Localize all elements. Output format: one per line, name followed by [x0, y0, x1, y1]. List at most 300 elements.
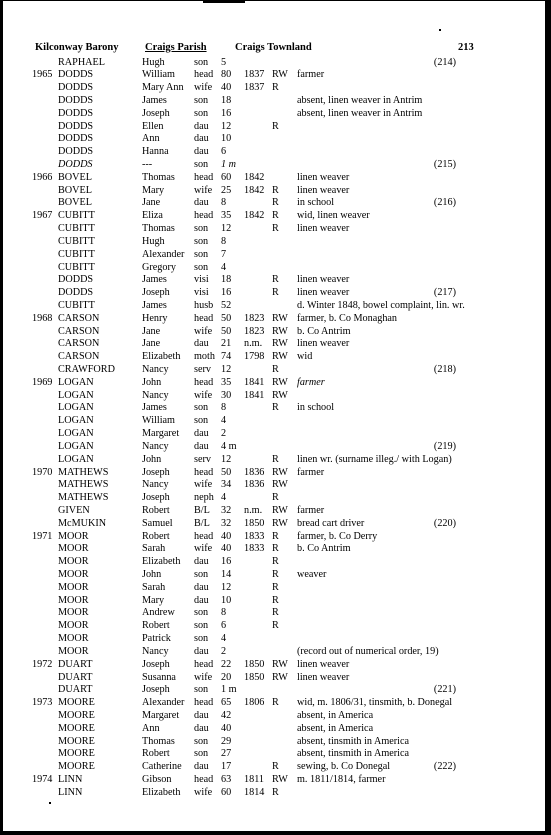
religion-literacy: R — [272, 402, 279, 414]
record-row — [3, 595, 545, 608]
surname: MATHEWS — [58, 479, 109, 491]
first-name: Robert — [142, 530, 170, 542]
marriage-year: 1823 — [244, 312, 265, 324]
surname: BOVEL — [58, 184, 92, 196]
first-name: Margaret — [142, 709, 180, 721]
record-row — [3, 108, 545, 121]
reference-number: (214) — [433, 56, 456, 68]
age: 30 — [221, 389, 232, 401]
age: 40 — [221, 722, 232, 734]
surname: MOOR — [58, 607, 89, 619]
religion-literacy: R — [272, 607, 279, 619]
religion-literacy: R — [272, 453, 279, 465]
first-name: James — [142, 402, 167, 414]
occupation-note: b. Co Antrim — [297, 543, 351, 555]
relationship: head — [194, 312, 214, 324]
age: 8 — [221, 402, 227, 414]
record-row — [3, 223, 545, 236]
reference-number: (215) — [433, 159, 456, 170]
age: 34 — [221, 479, 232, 491]
first-name: Thomas — [142, 171, 175, 183]
religion-literacy: R — [272, 620, 279, 632]
record-row — [3, 774, 545, 787]
first-name: Ellen — [142, 120, 164, 132]
marriage-year: 1833 — [244, 530, 265, 542]
age: 42 — [221, 709, 232, 721]
surname: MOOR — [58, 620, 89, 632]
age: 35 — [221, 210, 232, 222]
barony-heading: Kilconway Barony — [35, 42, 119, 53]
first-name: Joseph — [142, 287, 170, 299]
surname: DODDS — [58, 133, 94, 145]
surname: LOGAN — [58, 415, 94, 427]
occupation-note: wid — [297, 351, 313, 363]
first-name: Thomas — [142, 223, 175, 235]
first-name: Alexander — [142, 697, 185, 709]
relationship: head — [194, 658, 214, 670]
record-row — [3, 210, 545, 223]
marriage-year: 1850 — [244, 517, 265, 529]
age: 40 — [221, 530, 232, 542]
surname: LOGAN — [58, 453, 94, 465]
record-row — [3, 287, 545, 300]
top-edge-mark — [203, 1, 245, 3]
first-name: Nancy — [142, 440, 169, 452]
age: 18 — [221, 274, 232, 286]
surname: BOVEL — [58, 197, 92, 209]
age: 4 — [221, 415, 227, 427]
surname: MATHEWS — [58, 466, 109, 478]
relationship: wife — [194, 389, 213, 401]
record-row — [3, 697, 545, 710]
relationship: serv — [194, 453, 211, 465]
first-name: Robert — [142, 504, 170, 516]
first-name: Thomas — [142, 735, 175, 747]
relationship: dau — [194, 440, 209, 452]
record-row — [3, 659, 545, 672]
occupation-note: absent, tinsmith in America — [297, 748, 410, 760]
first-name: Jane — [142, 338, 161, 350]
relationship: wife — [194, 325, 213, 337]
religion-literacy: RW — [272, 351, 288, 363]
occupation-note: linen weaver — [297, 223, 350, 235]
surname: MOOR — [58, 633, 89, 645]
occupation-note: sewing, b. Co Donegal — [297, 761, 391, 773]
religion-literacy: R — [272, 530, 279, 542]
occupation-note: absent, linen weaver in Antrim — [297, 94, 423, 106]
occupation-note: linen weaver — [297, 274, 350, 286]
occupation-note: d. Winter 1848, bowel complaint, lin. wr. — [297, 299, 465, 311]
marriage-year: 1841 — [244, 376, 265, 388]
record-row — [3, 300, 545, 313]
relationship: wife — [194, 184, 213, 196]
surname: DODDS — [58, 120, 94, 132]
record-row — [3, 607, 545, 620]
religion-literacy: RW — [272, 338, 288, 350]
surname: DUART — [58, 684, 93, 696]
household-number: 1972 — [32, 658, 53, 670]
occupation-note: wid, m. 1806/31, tinsmith, b. Donegal — [297, 697, 453, 709]
age: 10 — [221, 133, 232, 145]
page-header — [3, 42, 545, 56]
relationship: dau — [194, 556, 209, 568]
relationship: son — [194, 748, 209, 760]
age: 52 — [221, 299, 232, 311]
first-name: Mary Ann — [142, 82, 184, 94]
age: 8 — [221, 235, 227, 247]
age: 2 — [221, 645, 227, 657]
record-row — [3, 748, 545, 761]
first-name: Andrew — [142, 607, 175, 619]
age: 50 — [221, 325, 232, 337]
surname: LOGAN — [58, 402, 94, 414]
age: 16 — [221, 556, 232, 568]
religion-literacy: R — [272, 697, 279, 709]
age: 2 — [221, 428, 227, 440]
record-row — [3, 236, 545, 249]
first-name: John — [142, 453, 162, 465]
household-number: 1969 — [32, 376, 53, 388]
reference-number: (220) — [433, 517, 456, 529]
age: 29 — [221, 735, 232, 747]
first-name: Joseph — [142, 466, 170, 478]
surname: DODDS — [58, 287, 94, 299]
relationship: B/L — [194, 517, 210, 529]
record-row — [3, 159, 545, 172]
record-row — [3, 326, 545, 339]
reference-number: (219) — [433, 440, 456, 452]
age: 40 — [221, 82, 232, 94]
first-name: Joseph — [142, 492, 170, 504]
occupation-note: farmer, b. Co Monaghan — [297, 312, 398, 324]
occupation-note: linen weaver — [297, 184, 350, 196]
religion-literacy: RW — [272, 376, 288, 388]
relationship: son — [194, 620, 209, 632]
speck-mark — [49, 802, 51, 804]
relationship: dau — [194, 645, 209, 657]
first-name: Hanna — [142, 146, 169, 158]
religion-literacy: R — [272, 569, 279, 580]
relationship: dau — [194, 338, 209, 350]
reference-number: (216) — [433, 197, 456, 209]
age: 7 — [221, 248, 227, 260]
marriage-year: 1850 — [244, 671, 265, 683]
first-name: Nancy — [142, 364, 169, 375]
age: 80 — [221, 69, 232, 81]
first-name: Susanna — [142, 671, 176, 683]
age: 12 — [221, 120, 232, 132]
record-row — [3, 402, 545, 415]
occupation-note: m. 1811/1814, farmer — [297, 774, 386, 785]
page-number: 213 — [458, 42, 474, 53]
surname: DODDS — [58, 82, 94, 94]
first-name: Sarah — [142, 581, 166, 593]
surname: DUART — [58, 658, 93, 670]
religion-literacy: RW — [272, 466, 288, 478]
marriage-year: 1814 — [244, 786, 265, 798]
record-row — [3, 531, 545, 544]
relationship: son — [194, 402, 209, 414]
relationship: son — [194, 248, 209, 260]
first-name: Jane — [142, 197, 161, 209]
record-row — [3, 569, 545, 582]
first-name: Gregory — [142, 261, 176, 273]
record-row — [3, 479, 545, 492]
religion-literacy: R — [272, 223, 279, 235]
reference-number: (217) — [433, 287, 456, 299]
first-name: Catherine — [142, 761, 182, 773]
relationship: dau — [194, 428, 209, 440]
census-page — [3, 1, 545, 831]
relationship: head — [194, 774, 214, 785]
record-row — [3, 185, 545, 198]
surname: CUBITT — [58, 299, 95, 311]
surname: LINN — [58, 774, 83, 785]
surname: MOOR — [58, 543, 89, 555]
record-row — [3, 69, 545, 82]
religion-literacy: R — [272, 274, 279, 286]
record-row — [3, 274, 545, 287]
first-name: Samuel — [142, 517, 173, 529]
marriage-year: 1850 — [244, 658, 265, 670]
record-row — [3, 146, 545, 159]
age: 63 — [221, 774, 232, 785]
age: 4 — [221, 261, 227, 273]
first-name: Ann — [142, 722, 160, 734]
household-number: 1973 — [32, 697, 53, 709]
record-row — [3, 582, 545, 595]
household-number: 1967 — [32, 210, 53, 222]
relationship: son — [194, 94, 209, 106]
religion-literacy: R — [272, 82, 279, 94]
surname: CRAWFORD — [58, 364, 115, 375]
marriage-year: 1836 — [244, 466, 265, 478]
surname: CUBITT — [58, 248, 95, 260]
parish-heading: Craigs Parish — [145, 42, 207, 53]
surname: CARSON — [58, 351, 100, 363]
first-name: Joseph — [142, 107, 170, 119]
religion-literacy: RW — [272, 504, 288, 516]
age: 74 — [221, 351, 232, 363]
marriage-year: 1837 — [244, 69, 265, 81]
surname: CUBITT — [58, 210, 95, 222]
occupation-note: linen wr. (surname illeg./ with Logan) — [297, 453, 452, 465]
surname: DUART — [58, 671, 93, 683]
surname: DODDS — [58, 274, 94, 286]
religion-literacy: R — [272, 543, 279, 555]
first-name: Joseph — [142, 684, 170, 696]
reference-number: (218) — [433, 364, 456, 375]
age: 32 — [221, 517, 232, 529]
surname: LINN — [58, 786, 83, 798]
relationship: son — [194, 735, 209, 747]
relationship: dau — [194, 581, 209, 593]
marriage-year: 1842 — [244, 184, 265, 196]
first-name: Robert — [142, 748, 170, 760]
marriage-year: 1798 — [244, 351, 265, 363]
occupation-note: linen weaver — [297, 171, 350, 183]
first-name: Gibson — [142, 774, 172, 785]
marriage-year: n.m. — [244, 338, 263, 350]
occupation-note: absent, in America — [297, 722, 374, 734]
age: 1 m — [221, 684, 237, 696]
record-row — [3, 543, 545, 556]
religion-literacy: RW — [272, 774, 288, 785]
surname: MOORE — [58, 722, 95, 734]
surname: DODDS — [58, 107, 94, 119]
record-row — [3, 710, 545, 723]
surname: MOORE — [58, 697, 95, 709]
age: 17 — [221, 761, 232, 773]
census-records — [3, 57, 545, 800]
age: 5 — [221, 56, 227, 68]
relationship: dau — [194, 197, 209, 209]
surname: DODDS — [58, 146, 94, 158]
surname: MOORE — [58, 748, 95, 760]
religion-literacy: R — [272, 210, 279, 222]
relationship: wife — [194, 786, 213, 798]
record-row — [3, 633, 545, 646]
age: 22 — [221, 658, 232, 670]
religion-literacy: R — [272, 184, 279, 196]
first-name: Margaret — [142, 428, 180, 440]
relationship: head — [194, 376, 214, 388]
record-row — [3, 518, 545, 531]
religion-literacy: R — [272, 556, 279, 568]
religion-literacy: R — [272, 761, 279, 773]
record-row — [3, 646, 545, 659]
record-row — [3, 505, 545, 518]
first-name: Sarah — [142, 543, 166, 555]
relationship: wife — [194, 479, 213, 491]
surname: DODDS — [58, 69, 94, 81]
relationship: son — [194, 607, 209, 619]
age: 40 — [221, 543, 232, 555]
relationship: moth — [194, 351, 215, 363]
first-name: Patrick — [142, 633, 171, 645]
age: 12 — [221, 223, 232, 235]
marriage-year: 1837 — [244, 82, 265, 94]
religion-literacy: RW — [272, 325, 288, 337]
surname: BOVEL — [58, 171, 92, 183]
relationship: son — [194, 223, 209, 235]
surname: MOOR — [58, 581, 89, 593]
relationship: head — [194, 697, 214, 709]
relationship: son — [194, 569, 209, 580]
occupation-note: linen weaver — [297, 338, 350, 350]
first-name: Hugh — [142, 56, 165, 68]
religion-literacy: R — [272, 786, 279, 798]
surname: LOGAN — [58, 376, 94, 388]
religion-literacy: RW — [272, 658, 288, 670]
age: 32 — [221, 504, 232, 516]
record-row — [3, 262, 545, 275]
record-row — [3, 672, 545, 685]
relationship: wife — [194, 543, 213, 555]
age: 16 — [221, 107, 232, 119]
surname: LOGAN — [58, 440, 94, 452]
townland-heading: Craigs Townland — [235, 42, 312, 53]
surname: GIVEN — [58, 504, 90, 516]
religion-literacy: RW — [272, 517, 288, 529]
surname: MOORE — [58, 761, 95, 773]
occupation-note: farmer — [297, 466, 325, 478]
reference-number: (221) — [433, 684, 456, 696]
relationship: husb — [194, 299, 214, 311]
first-name: William — [142, 69, 175, 81]
record-row — [3, 82, 545, 95]
first-name: Nancy — [142, 479, 169, 491]
age: 60 — [221, 786, 232, 798]
relationship: head — [194, 466, 214, 478]
record-row — [3, 249, 545, 262]
religion-literacy: R — [272, 197, 279, 209]
record-row — [3, 467, 545, 480]
occupation-note: in school — [297, 197, 335, 209]
age: 12 — [221, 453, 232, 465]
relationship: head — [194, 69, 214, 81]
surname: McMUKIN — [58, 517, 107, 529]
surname: LOGAN — [58, 428, 94, 440]
occupation-note: absent, linen weaver in Antrim — [297, 107, 423, 119]
first-name: James — [142, 274, 167, 286]
religion-literacy: RW — [272, 69, 288, 81]
relationship: neph — [194, 492, 214, 504]
marriage-year: 1833 — [244, 543, 265, 555]
religion-literacy: R — [272, 581, 279, 593]
surname: MOOR — [58, 645, 89, 657]
first-name: John — [142, 569, 162, 580]
household-number: 1970 — [32, 466, 53, 478]
occupation-note: b. Co Antrim — [297, 325, 351, 337]
first-name: Mary — [142, 184, 165, 196]
record-row — [3, 338, 545, 351]
religion-literacy: R — [272, 492, 279, 504]
relationship: head — [194, 530, 214, 542]
first-name: John — [142, 376, 162, 388]
age: 6 — [221, 620, 227, 632]
occupation-note: farmer — [297, 69, 325, 81]
surname: MOOR — [58, 594, 89, 606]
relationship: B/L — [194, 504, 210, 516]
record-row — [3, 761, 545, 774]
marriage-year: 1811 — [244, 774, 264, 785]
relationship: son — [194, 684, 209, 696]
occupation-note: wid, linen weaver — [297, 210, 370, 222]
relationship: visi — [194, 287, 209, 299]
relationship: son — [194, 261, 209, 273]
relationship: dau — [194, 722, 209, 734]
age: 6 — [221, 146, 227, 158]
relationship: son — [194, 107, 209, 119]
record-row — [3, 351, 545, 364]
first-name: Elizabeth — [142, 351, 181, 363]
record-row — [3, 492, 545, 505]
surname: MOORE — [58, 709, 95, 721]
occupation-note: absent, tinsmith in America — [297, 735, 410, 747]
age: 18 — [221, 94, 232, 106]
age: 4 — [221, 633, 227, 645]
surname: MOOR — [58, 569, 89, 580]
relationship: son — [194, 415, 209, 427]
first-name: Mary — [142, 594, 165, 606]
marriage-year: 1836 — [244, 479, 265, 491]
relationship: dau — [194, 146, 209, 158]
marriage-year: 1806 — [244, 697, 265, 709]
age: 1 m — [221, 159, 236, 170]
age: 12 — [221, 364, 232, 375]
record-row — [3, 441, 545, 454]
